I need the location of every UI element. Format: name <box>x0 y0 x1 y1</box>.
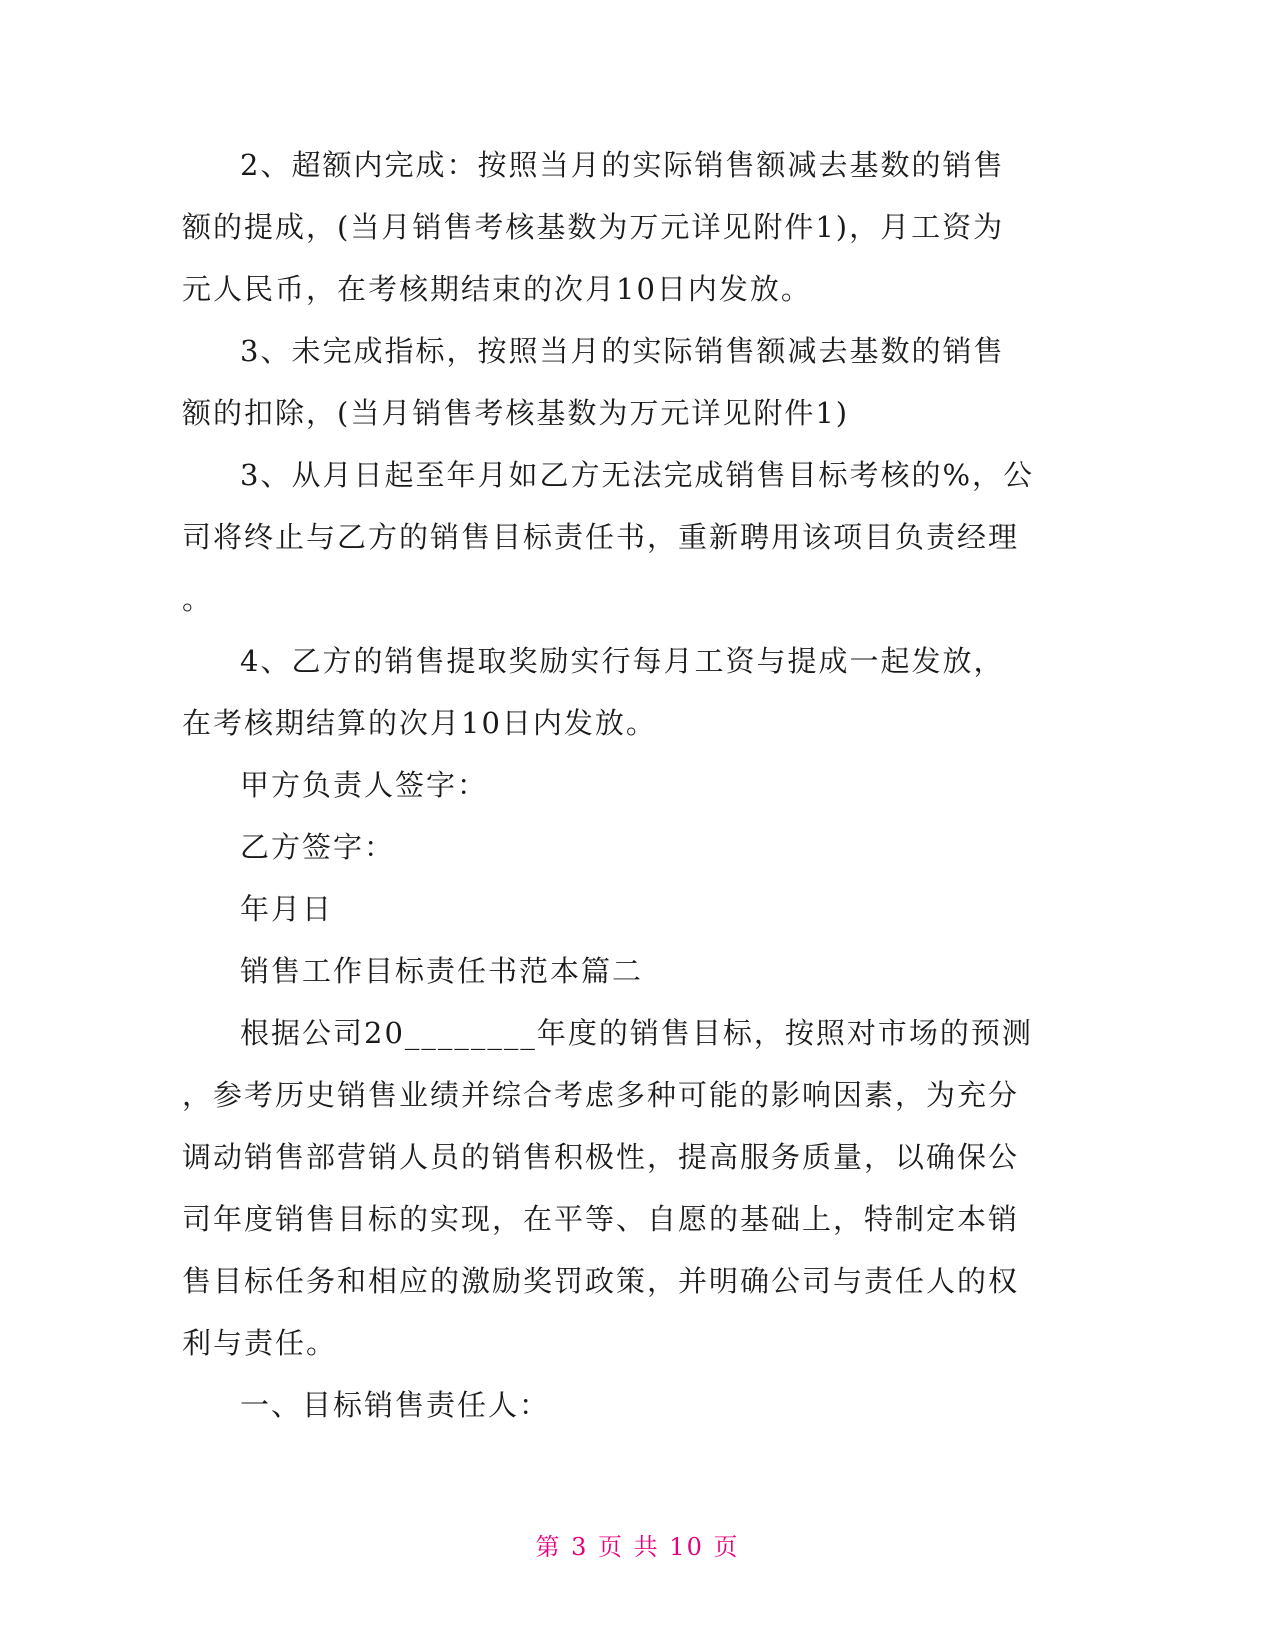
body-line: 售目标任务和相应的激励奖罚政策，并明确公司与责任人的权 <box>182 1264 1020 1298</box>
date-line: 年月日 <box>240 892 334 926</box>
page-indicator: 第 3 页 共 10 页 <box>535 1533 740 1561</box>
body-line: 2、超额内完成：按照当月的实际销售额减去基数的销售 <box>240 148 1005 182</box>
section-title: 销售工作目标责任书范本篇二 <box>240 954 644 988</box>
body-line: 3、从月日起至年月如乙方无法完成销售目标考核的%，公 <box>240 458 1035 492</box>
body-line: 3、未完成指标，按照当月的实际销售额减去基数的销售 <box>240 334 1005 368</box>
body-line: 在考核期结算的次月10日内发放。 <box>182 706 657 740</box>
body-line: 。 <box>182 582 214 616</box>
body-line: 司年度销售目标的实现，在平等、自愿的基础上，特制定本销 <box>182 1202 1020 1236</box>
body-line: 调动销售部营销人员的销售积极性，提高服务质量，以确保公 <box>182 1140 1020 1174</box>
signature-label-party-a: 甲方负责人签字： <box>240 768 489 802</box>
body-line: 司将终止与乙方的销售目标责任书，重新聘用该项目负责经理 <box>182 520 1020 554</box>
body-line: ，参考历史销售业绩并综合考虑多种可能的影响因素，为充分 <box>182 1078 1020 1112</box>
body-line: 根据公司20________年度的销售目标，按照对市场的预测 <box>240 1016 1033 1050</box>
section-heading: 一、目标销售责任人： <box>240 1388 551 1422</box>
body-line: 额的扣除，(当月销售考核基数为万元详见附件1) <box>182 396 850 430</box>
body-line: 利与责任。 <box>182 1326 338 1360</box>
body-line: 4、乙方的销售提取奖励实行每月工资与提成一起发放， <box>240 644 1005 678</box>
signature-label-party-b: 乙方签字： <box>240 830 396 864</box>
body-line: 元人民币，在考核期结束的次月10日内发放。 <box>182 272 812 306</box>
body-line: 额的提成，(当月销售考核基数为万元详见附件1)，月工资为 <box>182 210 1005 244</box>
